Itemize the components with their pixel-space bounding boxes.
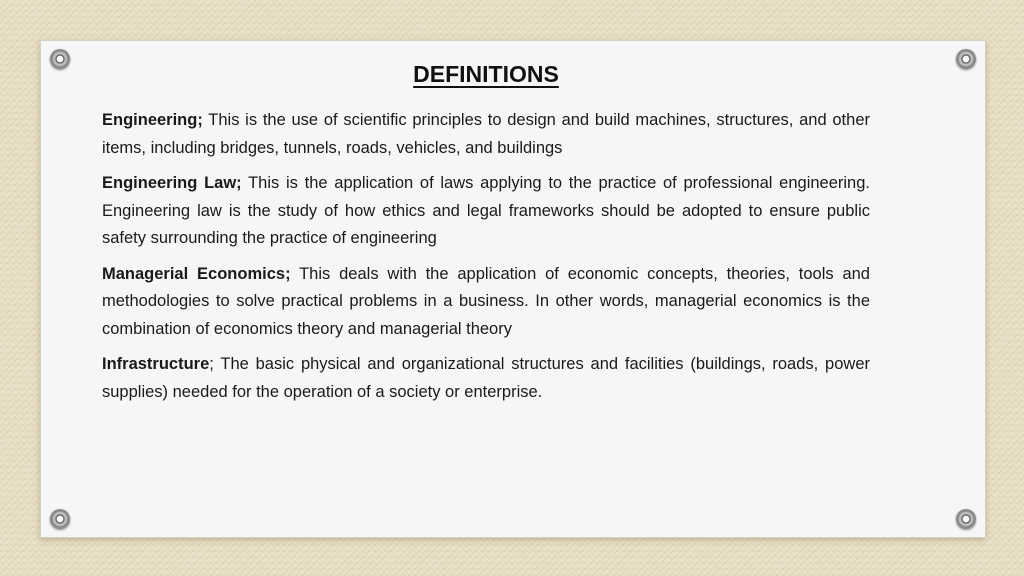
definition-term: Engineering Law; xyxy=(102,174,242,192)
definition-text: This deals with the application of economic concepts, theories, tools and methodologies to solve practical problems in a business. In other words, managerial economics is the combination of economics theory and managerial theory xyxy=(102,264,870,338)
definition-managerial-economics xyxy=(102,261,870,344)
definition-text: ; The basic physical and organizational structures and facilities (buildings, roads, power supplies) needed for the operation of a society or enterprise. xyxy=(102,355,870,401)
pin-icon xyxy=(956,509,976,529)
pin-icon xyxy=(50,509,70,529)
slide-card xyxy=(40,40,986,538)
slide-title xyxy=(41,61,931,88)
definition-term: Engineering; xyxy=(102,111,203,129)
definition-infrastructure xyxy=(102,351,870,406)
definition-engineering-law xyxy=(102,170,870,253)
definition-text: This is the use of scientific principles to design and build machines, structures, and other items, including bridges, tunnels, roads, vehicles, and buildings xyxy=(102,111,870,157)
definitions-list xyxy=(102,107,870,414)
pin-icon xyxy=(956,49,976,69)
definition-text: This is the application of laws applying to the practice of professional engineering. Engineering law is the study of how ethics and legal frameworks should be adopted to ensure public safety surrounding the practice of engineering xyxy=(102,174,870,247)
definition-engineering xyxy=(102,107,870,162)
slide-title-text: DEFINITIONS xyxy=(413,61,559,87)
definition-term: Managerial Economics; xyxy=(102,264,291,283)
definition-term: Infrastructure xyxy=(102,355,210,373)
